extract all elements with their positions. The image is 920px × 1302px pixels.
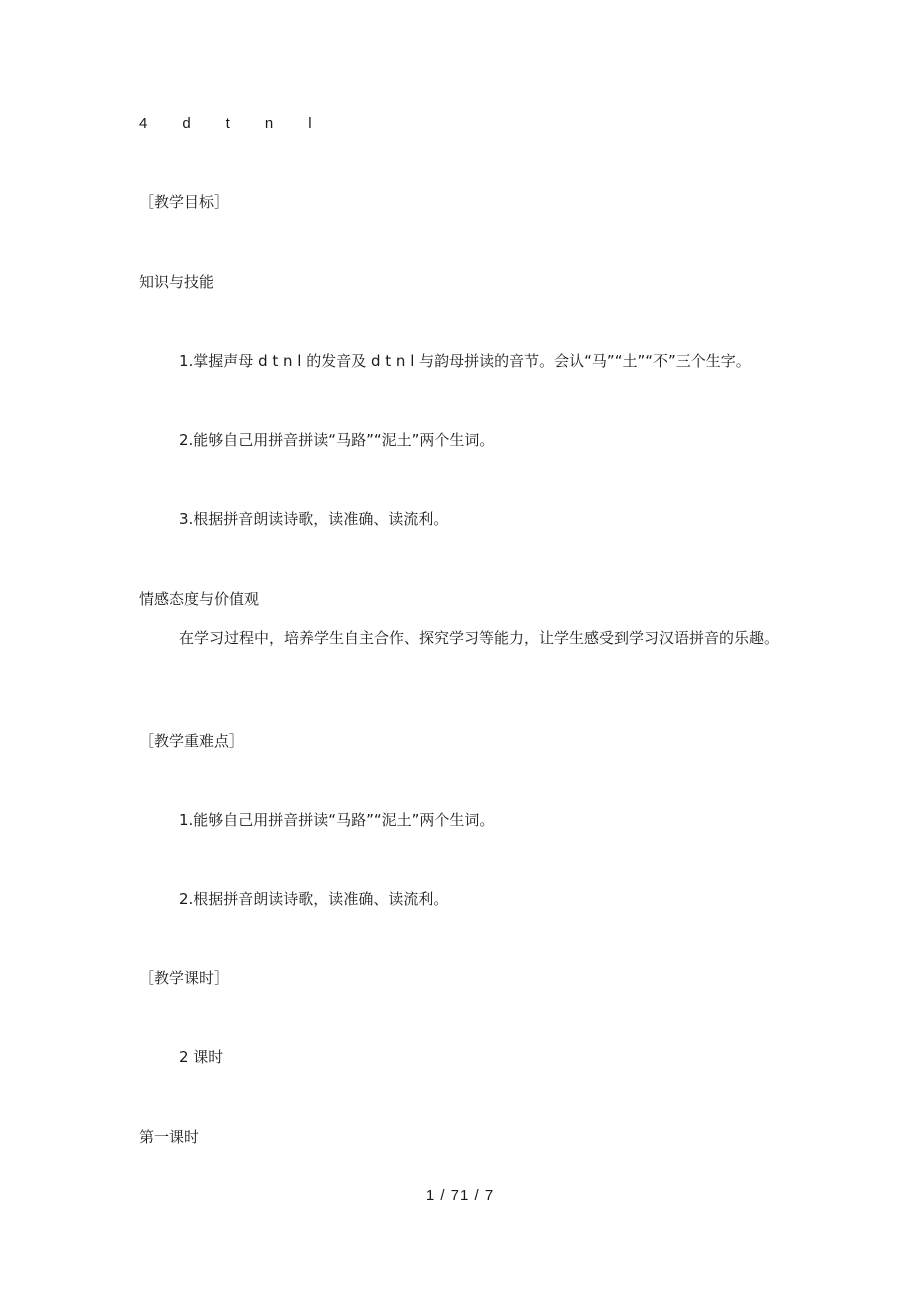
section-heading-periods: ［教学课时］ [139,969,230,987]
knowledge-item-3: 3.根据拼音朗读诗歌，读准确、读流利。 [179,510,449,528]
section-heading-key-points: ［教学重难点］ [139,732,245,750]
knowledge-heading: 知识与技能 [139,273,215,291]
knowledge-item-2: 2.能够自己用拼音拼读“马路”“泥土”两个生词。 [179,431,495,449]
page-number: 1 / 71 / 7 [425,1187,495,1204]
periods-value: 2 课时 [179,1048,224,1066]
attitude-paragraph: 在学习过程中，培养学生自主合作、探究学习等能力，让学生感受到学习汉语拼音的乐趣。 [179,629,780,647]
section-heading-goals: ［教学目标］ [139,193,230,211]
key-point-2: 2.根据拼音朗读诗歌，读准确、读流利。 [179,890,449,908]
knowledge-item-1: 1.掌握声母 d t n l 的发音及 d t n l 与韵母拼读的音节。会认“马”“土”“不”三个生字。 [179,352,751,370]
first-period-heading: 第一课时 [139,1128,200,1146]
attitude-heading: 情感态度与价值观 [139,590,260,608]
key-point-1: 1.能够自己用拼音拼读“马路”“泥土”两个生词。 [179,811,495,829]
document-title: 4 d t n l [139,115,322,132]
